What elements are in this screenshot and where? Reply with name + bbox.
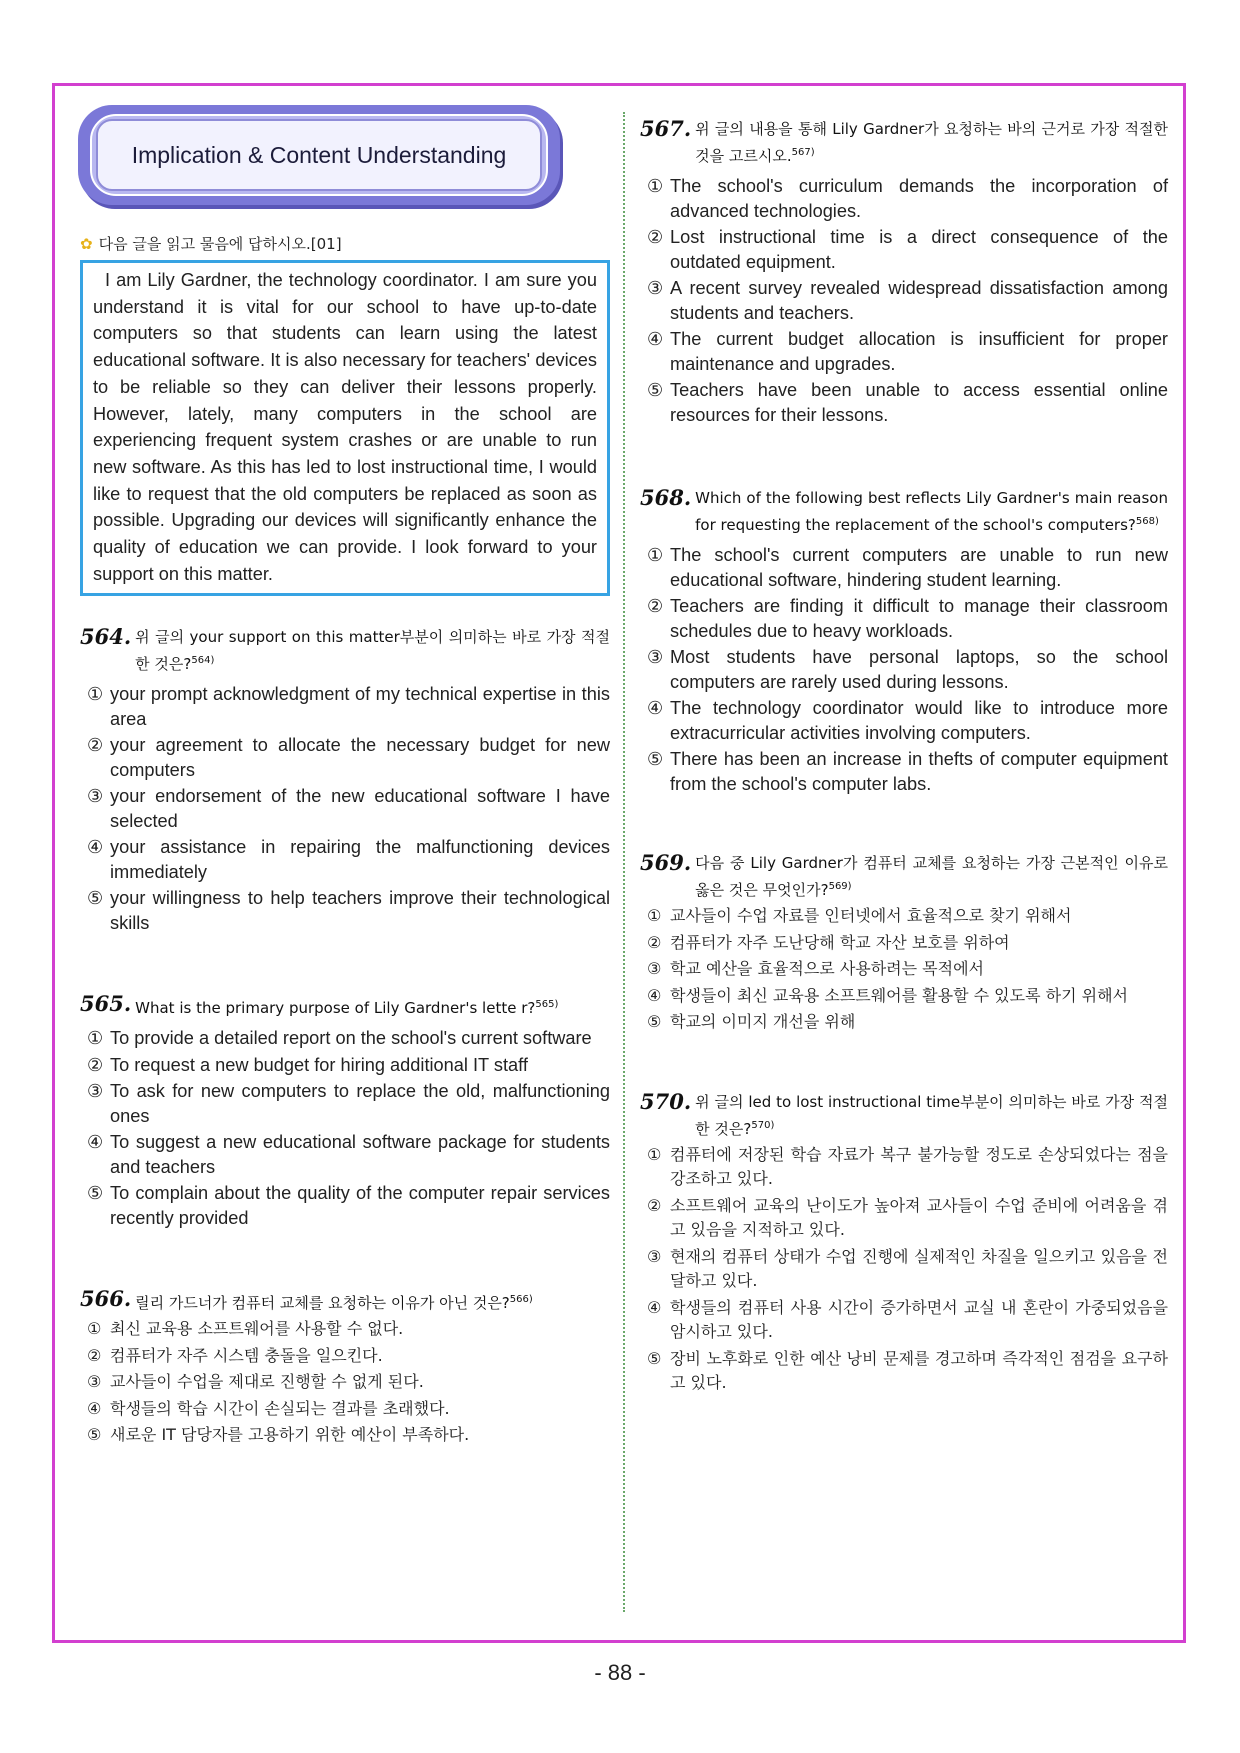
option[interactable]: ⑤ 학교의 이미지 개선을 위해	[647, 1012, 856, 1031]
question-text: 위 글의 your support on this matter부분이 의미하는 바로 가장 적절한 것은?$^{564)}$	[135, 628, 610, 674]
option[interactable]: ③ your endorsement of the new educational software I have selected	[87, 786, 610, 831]
question-number: 568.	[640, 485, 692, 510]
option[interactable]: ① 최신 교육용 소프트웨어를 사용할 수 없다.	[87, 1319, 404, 1339]
option-list	[640, 904, 1168, 1035]
option[interactable]: ② To request a new budget for hiring additional IT staff	[87, 1054, 528, 1075]
option[interactable]: ① 컴퓨터에 저장된 학습 자료가 복구 불가능할 정도로 손상되었다는 점을 강조하고 있다.	[647, 1144, 1168, 1188]
option[interactable]: ④ The technology coordinator would like to introduce more extracurricular activities involving computers.	[647, 698, 1168, 743]
page-number: - 88 -	[594, 1660, 646, 1685]
option[interactable]: ⑤ To complain about the quality of the computer repair services recently provided	[87, 1183, 610, 1228]
option[interactable]: ② Teachers are finding it difficult to manage their classroom schedules due to heavy workloads.	[647, 596, 1168, 641]
question-568	[640, 487, 1168, 796]
option[interactable]: ④ 학생들이 최신 교육용 소프트웨어를 활용할 수 있도록 하기 위해서	[647, 985, 1129, 1005]
option[interactable]: ⑤ 새로운 IT 담당자를 고용하기 위한 예산이 부족하다.	[87, 1425, 470, 1445]
option[interactable]: ① The school's current computers are unable to run new educational software, hindering student learning.	[647, 545, 1168, 590]
option-list	[640, 1143, 1168, 1396]
option[interactable]: ④ your assistance in repairing the malfunctioning devices immediately	[87, 837, 610, 882]
option[interactable]: ① To provide a detailed report on the school's current software	[87, 1028, 592, 1049]
option[interactable]: ④ 학생들의 컴퓨터 사용 시간이 증가하면서 교실 내 혼란이 가중되었음을 암시하고 있다.	[647, 1297, 1168, 1341]
question-text: What is the primary purpose of Lily Gardner's lette r?$^{565)}$	[135, 999, 559, 1018]
question-564	[80, 626, 610, 935]
question-text: 위 글의 led to lost instructional time부분이 의미하는 바로 가장 적절한 것은?$^{570)}$	[695, 1092, 1168, 1138]
section-banner	[78, 105, 560, 205]
option[interactable]: ④ The current budget allocation is insufficient for proper maintenance and upgrades.	[647, 329, 1168, 374]
reading-passage: I am Lily Gardner, the technology coordinator. I am sure you understand it is vital for our school to have up-to-date computers so that students can learn using the latest educational software. It is also necessary for teachers' devices to be reliable so they can deliver their lessons properly. However, lately, many computers in the school are experiencing frequent system crashes or are unable to run new software. As this has led to lost instructional time, I would like to request that the old computers be replaced as soon as possible. Upgrading our devices will significantly enhance the quality of education we can provide. I look forward to your support on this matter.	[80, 260, 610, 596]
option[interactable]: ⑤ your willingness to help teachers improve their technological skills	[87, 888, 610, 933]
question-567	[640, 118, 1168, 427]
option[interactable]: ① your prompt acknowledgment of my technical expertise in this area	[87, 684, 610, 729]
question-number: 567.	[640, 116, 692, 141]
option[interactable]: ② Lost instructional time is a direct consequence of the outdated equipment.	[647, 227, 1168, 272]
right-column	[640, 112, 1168, 1398]
question-text: 다음 중 Lily Gardner가 컴퓨터 교체를 요청하는 가장 근본적인 이유로 옳은 것은 무엇인가?$^{569)}$	[695, 854, 1168, 899]
option[interactable]: ⑤ 장비 노후화로 인한 예산 낭비 문제를 경고하며 즉각적인 점검을 요구하고 있다.	[647, 1348, 1168, 1392]
option[interactable]: ③ Most students have personal laptops, so the school computers are rarely used during lessons.	[647, 647, 1168, 692]
option[interactable]: ② 소프트웨어 교육의 난이도가 높아져 교사들이 수업 준비에 어려움을 겪고 있음을 지적하고 있다.	[647, 1195, 1168, 1239]
question-number: 564.	[80, 624, 132, 650]
question-570	[640, 1088, 1168, 1396]
option-list	[640, 174, 1168, 427]
question-number: 565.	[80, 991, 132, 1017]
option-list	[640, 543, 1168, 796]
question-text: 릴리 가드너가 컴퓨터 교체를 요청하는 이유가 아닌 것은?$^{566)}$	[135, 1294, 533, 1313]
option[interactable]: ⑤ Teachers have been unable to access essential online resources for their lessons.	[647, 380, 1168, 425]
option[interactable]: ④ 학생들의 학습 시간이 손실되는 결과를 초래했다.	[87, 1398, 450, 1418]
option[interactable]: ③ 교사들이 수업을 제대로 진행할 수 없게 된다.	[87, 1372, 424, 1392]
option-list	[80, 1026, 610, 1230]
option[interactable]: ② your agreement to allocate the necessary budget for new computers	[87, 735, 610, 780]
option-list	[80, 682, 610, 935]
option[interactable]: ③ 학교 예산을 효율적으로 사용하려는 목적에서	[647, 959, 985, 978]
question-number: 570.	[640, 1088, 692, 1114]
option[interactable]: ① The school's curriculum demands the incorporation of advanced technologies.	[647, 176, 1168, 221]
option[interactable]: ⑤ There has been an increase in thefts of computer equipment from the school's computer labs.	[647, 749, 1168, 794]
flower-icon: ✿	[80, 234, 93, 253]
option[interactable]: ② 컴퓨터가 자주 도난당해 학교 자산 보호를 위하여	[647, 932, 1010, 952]
question-569	[640, 852, 1168, 1035]
left-column	[80, 105, 610, 1450]
question-text: 위 글의 내용을 통해 Lily Gardner가 요청하는 바의 근거로 가장 적절한 것을 고르시오.$^{567)}$	[695, 120, 1168, 165]
question-566	[80, 1288, 610, 1448]
section-title: Implication & Content Understanding	[96, 119, 542, 191]
option[interactable]: ④ To suggest a new educational software package for students and teachers	[87, 1132, 610, 1177]
column-divider	[623, 112, 625, 1612]
option[interactable]: ③ To ask for new computers to replace the old, malfunctioning ones	[87, 1081, 610, 1126]
question-text: Which of the following best reflects Lily Gardner's main reason for requesting the replacement of the school's computers?$^{568)}$	[695, 489, 1168, 534]
option[interactable]: ② 컴퓨터가 자주 시스템 충돌을 일으킨다.	[87, 1345, 383, 1365]
question-number: 569.	[640, 850, 692, 875]
instruction	[80, 233, 610, 254]
option-list	[80, 1317, 610, 1448]
question-565	[80, 993, 610, 1230]
option[interactable]: ① 교사들이 수업 자료를 인터넷에서 효율적으로 찾기 위해서	[647, 906, 1072, 925]
question-number: 566.	[80, 1286, 132, 1312]
option[interactable]: ③ 현재의 컴퓨터 상태가 수업 진행에 실제적인 차질을 일으키고 있음을 전달하고 있다.	[647, 1246, 1168, 1290]
option[interactable]: ③ A recent survey revealed widespread dissatisfaction among students and teachers.	[647, 278, 1168, 323]
instruction-text: 다음 글을 읽고 물음에 답하시오.[01]	[98, 235, 342, 253]
